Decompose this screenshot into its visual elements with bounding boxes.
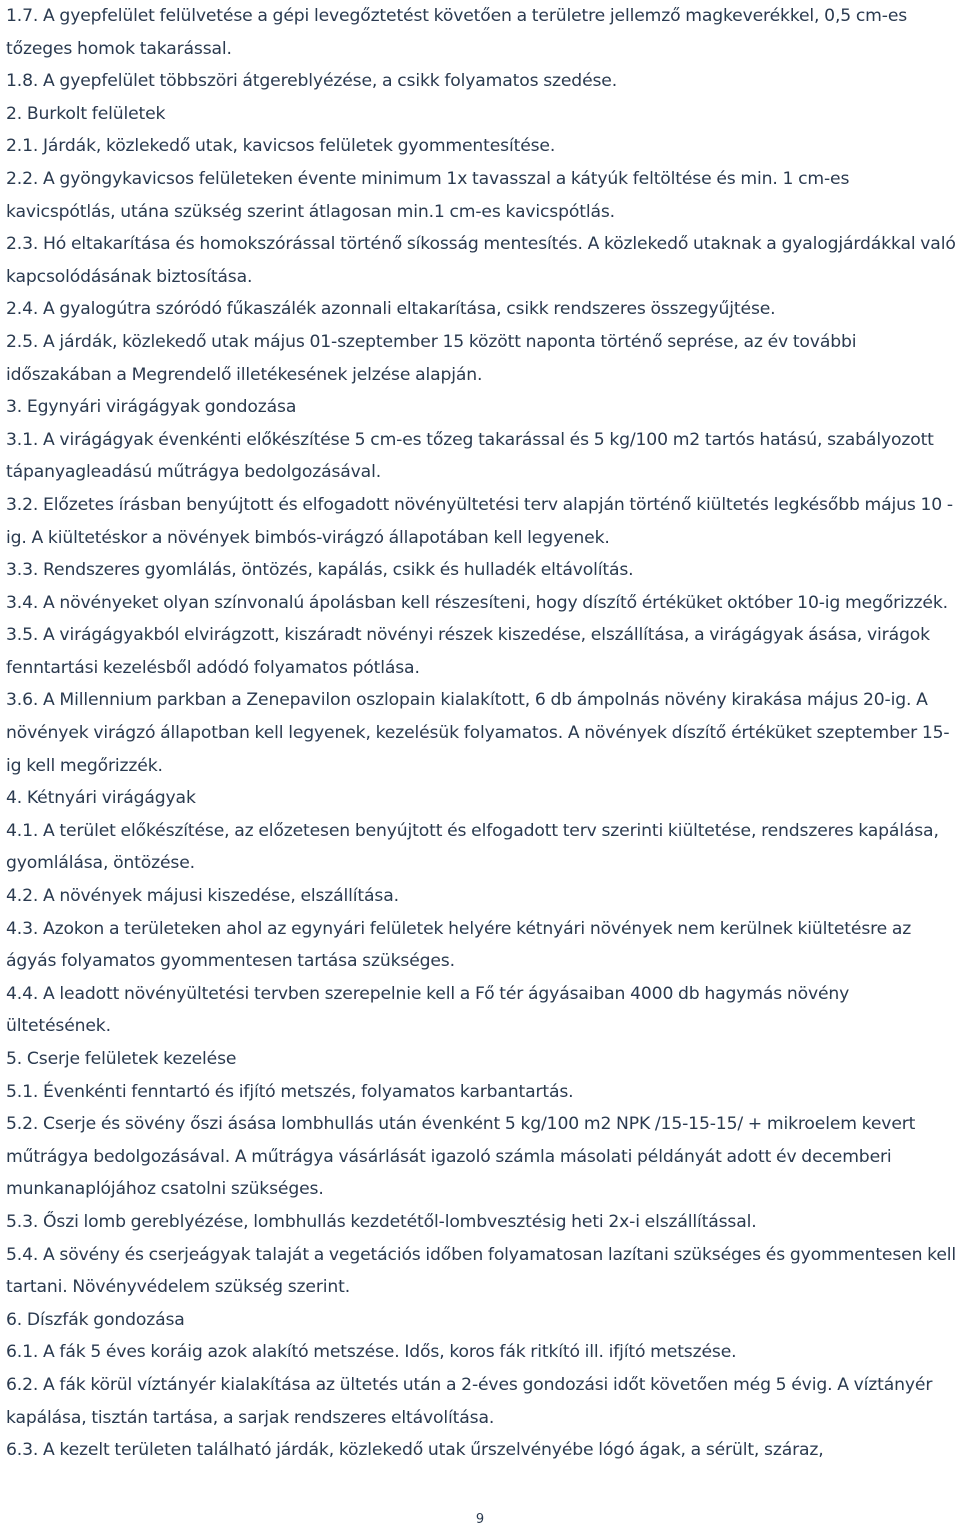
paragraph-2-3: 2.3. Hó eltakarítása és homokszórással történő síkosság mentesítés. A közlekedő utaknak a gyalogjárdákkal való kapcsolódásának biztosítása.: [6, 234, 956, 287]
heading-6: 6. Díszfák gondozása: [6, 1309, 185, 1330]
heading-2: 2. Burkolt felületek: [6, 103, 166, 124]
paragraph-3-1: 3.1. A virágágyak évenkénti előkészítése 5 cm-es tőzeg takarással és 5 kg/100 m2 tartós hatású, szabályozott tápanyagleadású műtrágya bedolgozásával.: [6, 429, 934, 483]
heading-3: 3. Egynyári virágágyak gondozása: [6, 397, 297, 418]
paragraph-3-6: 3.6. A Millennium parkban a Zenepavilon oszlopain kialakított, 6 db ámpolnás növény kirakása május 20-ig. A növények virágzó állapotban kell legyenek, kezelésük folyamatos. A növények díszítő értéküket szeptember 15-ig kell megőrizzék.: [6, 690, 950, 776]
paragraph-5-2: 5.2. Cserje és sövény őszi ásása lombhullás után évenként 5 kg/100 m2 NPK /15-15-15/ + mikroelem kevert műtrágya bedolgozásával. A műtrágya vásárlását igazoló számla másolati példányát adott év decemberi munkanaplójához csatolni szükséges.: [6, 1114, 916, 1200]
heading-4: 4. Kétnyári virágágyak: [6, 788, 196, 809]
paragraph-6-3: 6.3. A kezelt területen található járdák, közlekedő utak űrszelvényébe lógó ágak, a sérült, száraz,: [6, 1440, 824, 1461]
paragraph-5-1: 5.1. Évenkénti fenntartó és ifjító metszés, folyamatos karbantartás.: [6, 1081, 574, 1102]
heading-5: 5. Cserje felületek kezelése: [6, 1049, 237, 1069]
paragraph-2-2: 2.2. A gyöngykavicsos felületeken évente minimum 1x tavasszal a kátyúk feltöltése és min. 1 cm-es kavicspótlás, utána szükség szerint átlagosan min.1 cm-es kavicspótlás.: [6, 168, 850, 222]
paragraph-4-2: 4.2. A növények májusi kiszedése, elszállítása.: [6, 886, 399, 907]
paragraph-6-2: 6.2. A fák körül víztányér kialakítása az ültetés után a 2-éves gondozási időt követően még 5 évig. A víztányér kapálása, tisztán tartása, a sarjak rendszeres eltávolítása.: [6, 1374, 933, 1428]
paragraph-4-3: 4.3. Azokon a területeken ahol az egynyári felületek helyére kétnyári növények nem kerülnek kiültetésre az ágyás folyamatos gyommentesen tartása szükséges.: [6, 918, 912, 972]
page-number: 9: [475, 1512, 485, 1527]
paragraph-4-4: 4.4. A leadott növényültetési tervben szerepelnie kell a Fő tér ágyásaiban 4000 db hagymás növény ültetésének.: [6, 983, 850, 1037]
paragraph-2-1: 2.1. Járdák, közlekedő utak, kavicsos felületek gyommentesítése.: [6, 136, 556, 157]
paragraph-3-4: 3.4. A növényeket olyan színvonalú ápolásban kell részesíteni, hogy díszítő értéküket október 10-ig megőrizzék.: [6, 592, 948, 613]
paragraph-1-7: 1.7. A gyepfelület felülvetése a gépi levegőztetést követően a területre jellemző magkeverékkel, 0,5 cm-es tőzeges homok takarással.: [6, 6, 908, 59]
paragraph-5-3: 5.3. Őszi lomb gereblyézése, lombhullás kezdetétől-lombvesztésig heti 2x-i elszállítással.: [6, 1211, 757, 1232]
paragraph-2-4: 2.4. A gyalogútra szóródó fűkaszálék azonnali eltakarítása, csikk rendszeres összegyűjtése.: [6, 299, 776, 320]
paragraph-1-8: 1.8. A gyepfelület többszöri átgereblyézése, a csikk folyamatos szedése.: [6, 71, 618, 92]
paragraph-3-3: 3.3. Rendszeres gyomlálás, öntözés, kapálás, csikk és hulladék eltávolítás.: [6, 560, 634, 581]
paragraph-4-1: 4.1. A terület előkészítése, az előzetesen benyújtott és elfogadott terv szerinti kiültetése, rendszeres kapálása, gyomlálása, öntözése.: [6, 820, 939, 874]
paragraph-6-1: 6.1. A fák 5 éves koráig azok alakító metszése. Idős, koros fák ritkító ill. ifjító metszése.: [6, 1342, 737, 1363]
paragraph-2-5: 2.5. A járdák, közlekedő utak május 01-szeptember 15 között naponta történő seprése, az év további időszakában a Megrendelő illetékesének jelzése alapján.: [6, 331, 857, 385]
paragraph-3-5: 3.5. A virágágyakból elvirágzott, kiszáradt növényi részek kiszedése, elszállítása, a virágágyak ásása, virágok fenntartási kezelésből adódó folyamatos pótlása.: [6, 625, 930, 678]
paragraph-3-2: 3.2. Előzetes írásban benyújtott és elfogadott növényültetési terv alapján történő kiültetés legkésőbb május 10 -ig. A kiültetéskor a növények bimbós-virágzó állapotában kell legyenek.: [6, 494, 953, 548]
document-body: [6, 0, 958, 1467]
paragraph-5-4: 5.4. A sövény és cserjeágyak talaját a vegetációs időben folyamatosan lazítani szükséges és gyommentesen kell tartani. Növényvédelem szükség szerint.: [6, 1244, 957, 1298]
